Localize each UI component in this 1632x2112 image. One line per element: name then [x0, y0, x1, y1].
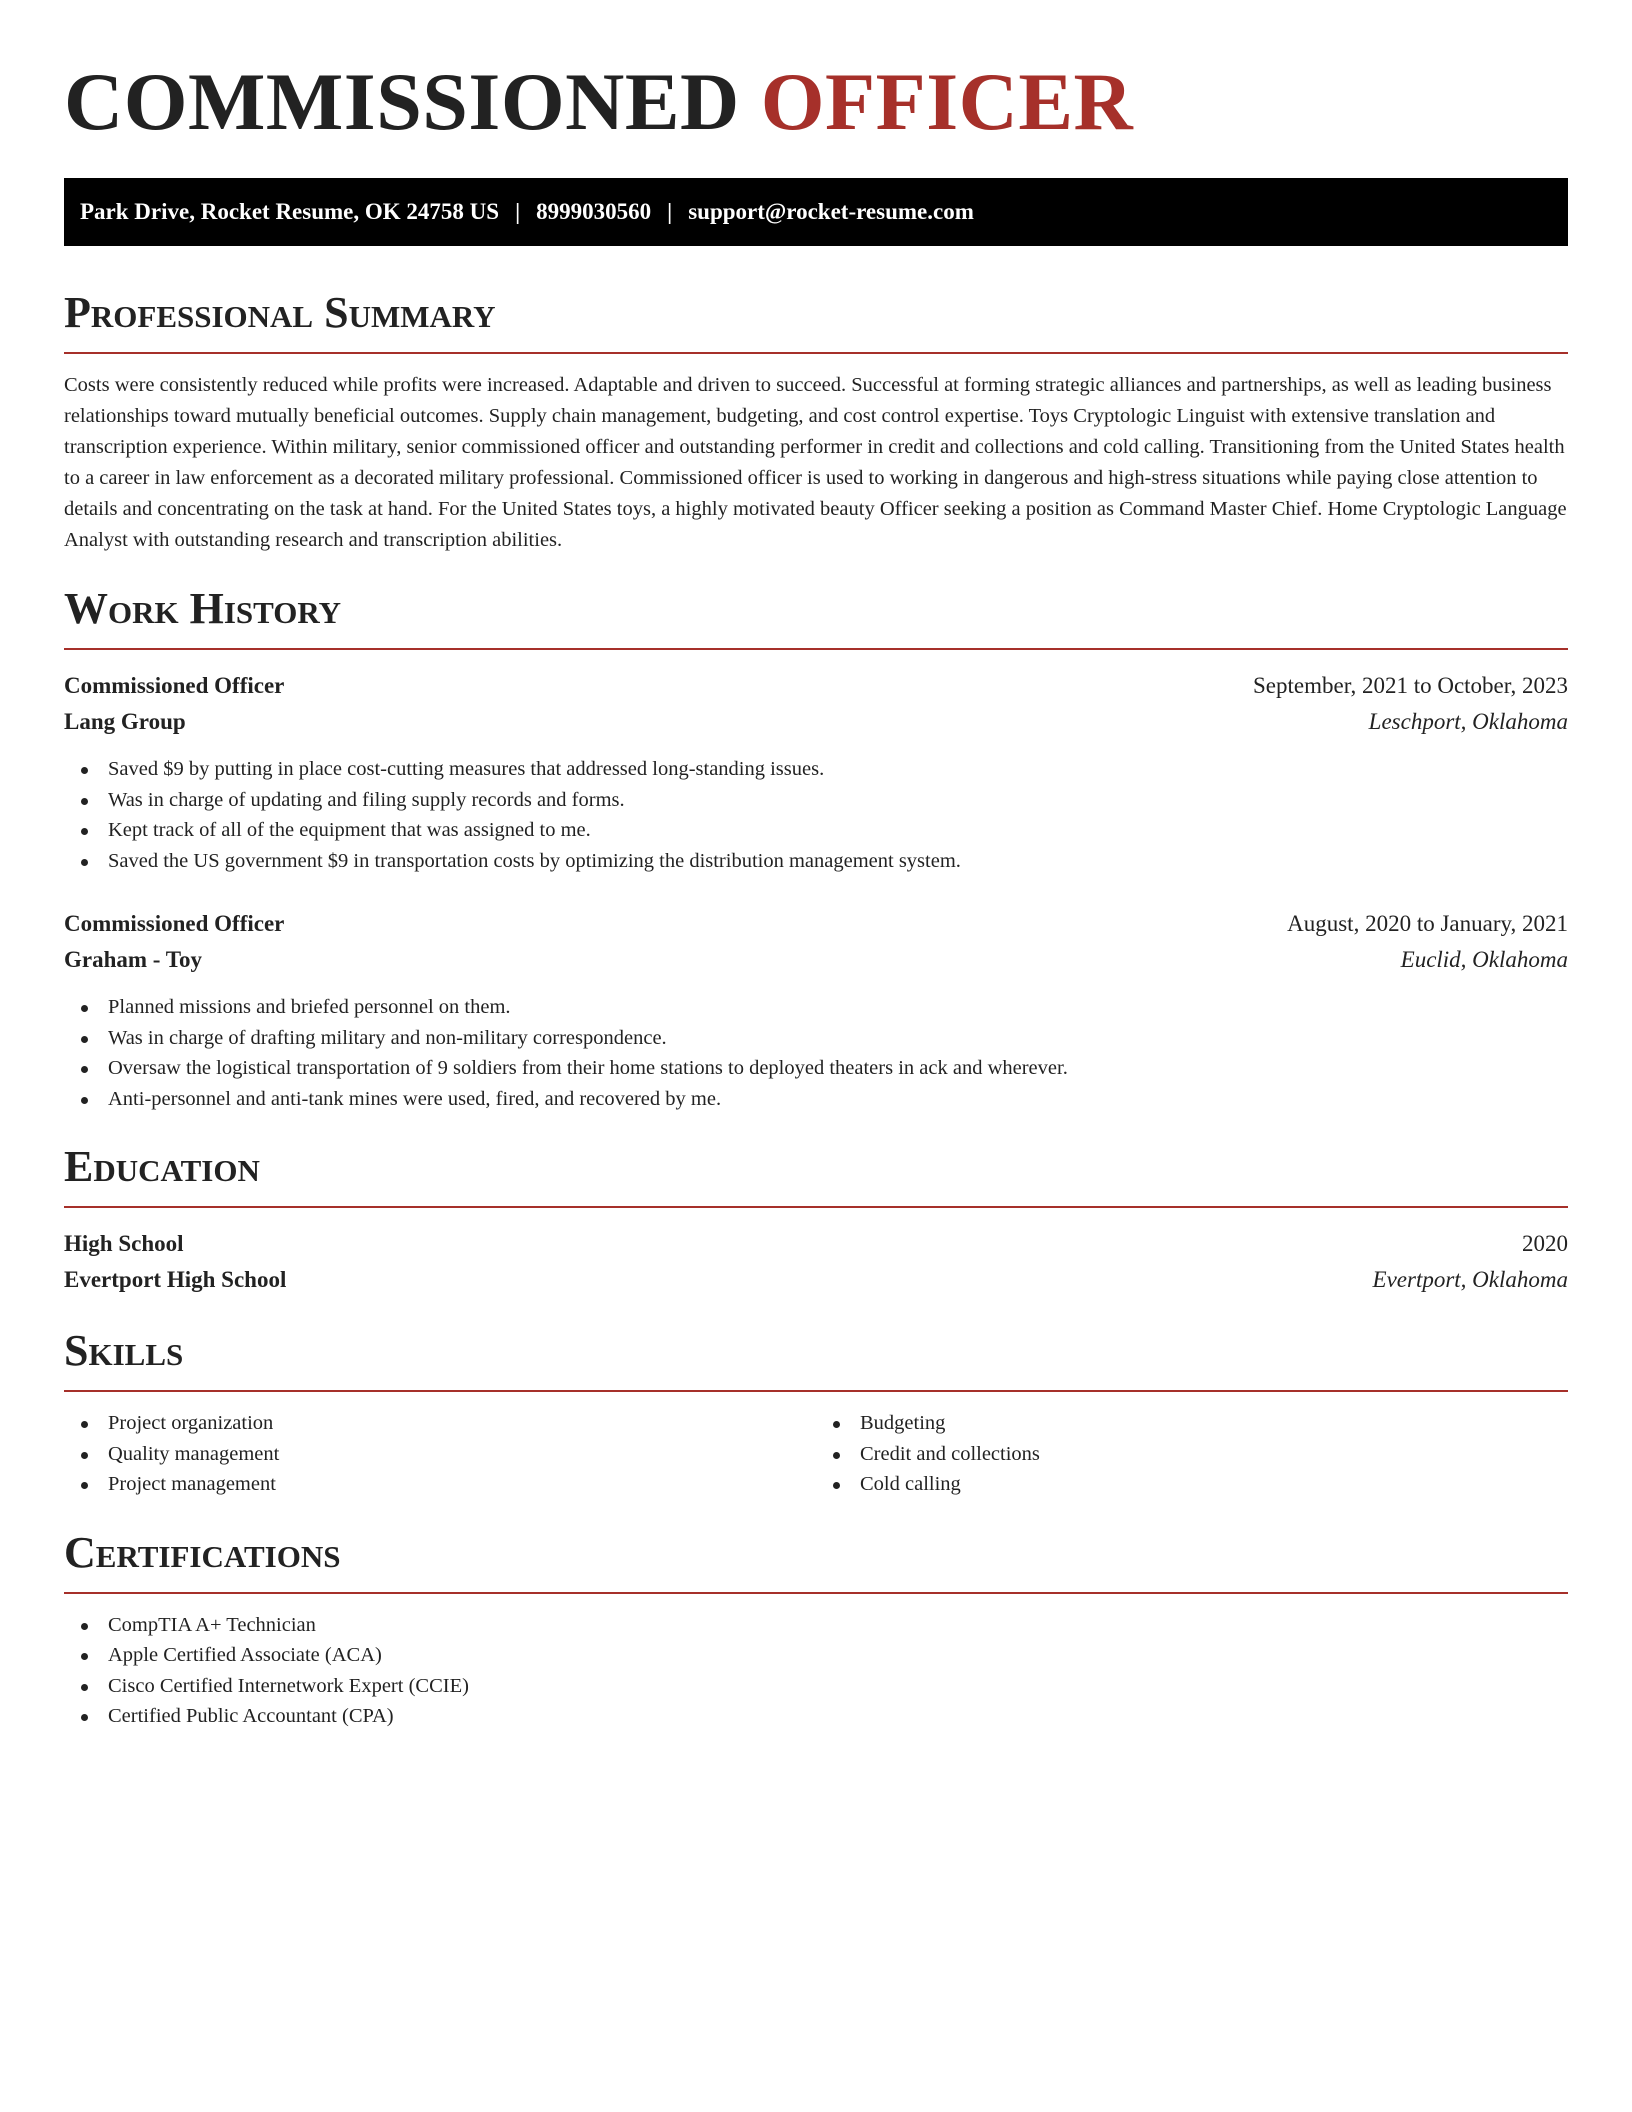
list-item: Project management	[64, 1469, 816, 1500]
list-item: Was in charge of updating and filing supply records and forms.	[64, 785, 1568, 816]
contact-separator: |	[515, 199, 521, 224]
list-item: Saved the US government $9 in transportation costs by optimizing the distribution management system.	[64, 846, 1568, 877]
skills-column-right	[816, 1408, 1568, 1500]
list-item: Anti-personnel and anti-tank mines were used, fired, and recovered by me.	[64, 1084, 1568, 1115]
job-location: Leschport, Oklahoma	[1368, 709, 1568, 734]
list-item: Cisco Certified Internetwork Expert (CCIE)	[64, 1671, 1568, 1702]
list-item: Quality management	[64, 1439, 816, 1470]
contact-phone: 8999030560	[536, 199, 652, 224]
job-entry	[64, 668, 1568, 876]
section-title-summary: Professional Summary	[64, 290, 1568, 354]
contact-bar	[64, 178, 1568, 246]
job-bullets	[64, 992, 1568, 1114]
list-item: Project organization	[64, 1408, 816, 1439]
job-entry	[64, 906, 1568, 1114]
job-bullets	[64, 754, 1568, 876]
name-first: COMMISSIONED	[64, 56, 740, 147]
section-title-education: Education	[64, 1144, 1568, 1208]
contact-separator: |	[667, 199, 673, 224]
job-dates: August, 2020 to January, 2021	[1287, 911, 1568, 936]
education-location: Evertport, Oklahoma	[1372, 1267, 1568, 1292]
skills-section	[64, 1328, 1568, 1500]
education-entry	[64, 1226, 1568, 1298]
section-title-skills: Skills	[64, 1328, 1568, 1392]
certifications-list	[64, 1610, 1568, 1732]
list-item: Planned missions and briefed personnel on them.	[64, 992, 1568, 1023]
work-history-section	[64, 586, 1568, 1114]
summary-text: Costs were consistently reduced while profits were increased. Adaptable and driven to succeed. Successful at forming strategic alliances and partnerships, as well as leading business relationships toward mutually beneficial outcomes. Supply chain management, budgeting, and cost control expertise. Toys Cryptologic Linguist with extensive translation and transcription experience. Within military, senior commissioned officer and outstanding performer in credit and collections and cold calling. Transitioning from the United States health to a career in law enforcement as a decorated military professional. Commissioned officer is used to working in dangerous and high-stress situations while paying close attention to details and concentrating on the task at hand. For the United States toys, a highly motivated beauty Officer seeking a position as Command Master Chief. Home Cryptologic Language Analyst with outstanding research and transcription abilities.	[64, 374, 1567, 551]
candidate-name	[64, 52, 1568, 152]
education-degree: High School	[64, 1231, 184, 1256]
education-year: 2020	[1522, 1231, 1568, 1256]
education-section	[64, 1144, 1568, 1298]
section-title-certifications: Certifications	[64, 1530, 1568, 1594]
list-item: Apple Certified Associate (ACA)	[64, 1640, 1568, 1671]
summary-section	[64, 290, 1568, 556]
list-item: Saved $9 by putting in place cost-cutting measures that addressed long-standing issues.	[64, 754, 1568, 785]
list-item: Cold calling	[816, 1469, 1568, 1500]
job-company: Lang Group	[64, 709, 186, 734]
list-item: CompTIA A+ Technician	[64, 1610, 1568, 1641]
skills-grid	[64, 1408, 1568, 1500]
job-header-row	[64, 668, 1568, 704]
contact-address: Park Drive, Rocket Resume, OK 24758 US	[80, 199, 500, 224]
job-dates: September, 2021 to October, 2023	[1253, 673, 1568, 698]
skills-list	[64, 1408, 816, 1500]
name-last: OFFICER	[760, 56, 1134, 147]
job-company: Graham - Toy	[64, 947, 203, 972]
section-title-work-history: Work History	[64, 586, 1568, 650]
skills-column-left	[64, 1408, 816, 1500]
skills-list	[816, 1408, 1568, 1500]
list-item: Certified Public Accountant (CPA)	[64, 1701, 1568, 1732]
list-item: Kept track of all of the equipment that was assigned to me.	[64, 815, 1568, 846]
certifications-section	[64, 1527, 1568, 1732]
job-location: Euclid, Oklahoma	[1400, 947, 1568, 972]
list-item: Oversaw the logistical transportation of 9 soldiers from their home stations to deployed theaters in ack and wherever.	[64, 1053, 1568, 1084]
education-school-row	[64, 1262, 1568, 1298]
list-item: Was in charge of drafting military and non-military correspondence.	[64, 1023, 1568, 1054]
job-company-row	[64, 942, 1568, 978]
contact-email: support@rocket-resume.com	[688, 199, 974, 224]
education-header-row	[64, 1226, 1568, 1262]
job-header-row	[64, 906, 1568, 942]
list-item: Budgeting	[816, 1408, 1568, 1439]
job-company-row	[64, 704, 1568, 740]
job-position: Commissioned Officer	[64, 911, 285, 936]
list-item: Credit and collections	[816, 1439, 1568, 1470]
job-position: Commissioned Officer	[64, 673, 285, 698]
education-school: Evertport High School	[64, 1267, 287, 1292]
